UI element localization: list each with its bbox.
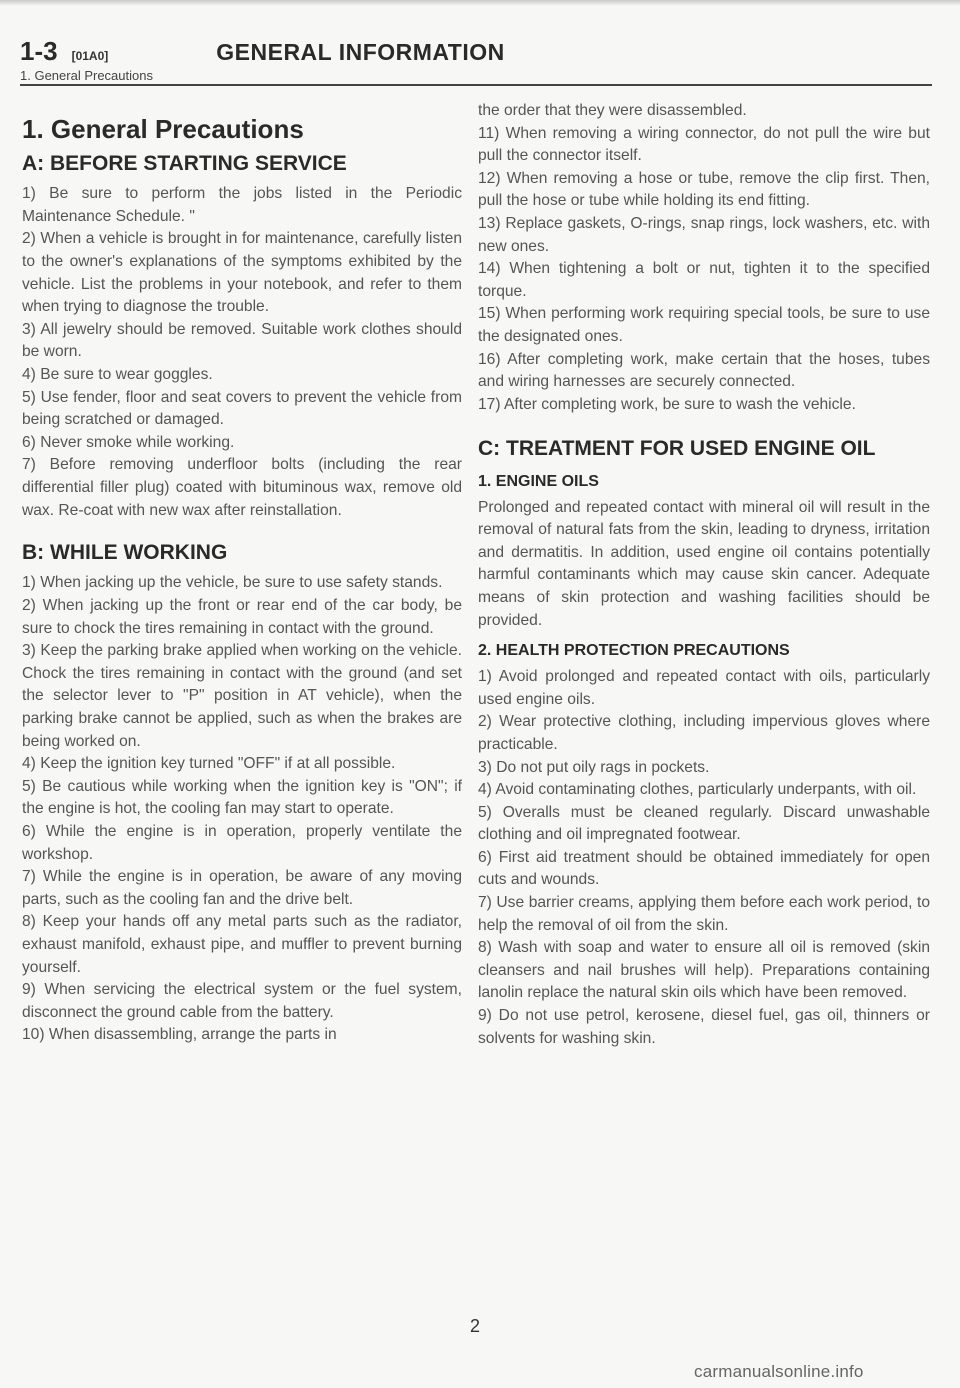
list-item: 9) Do not use petrol, kerosene, diesel fuel, gas oil, thinners or solvents for washing skin.	[478, 1007, 930, 1047]
list-item: 2) When a vehicle is brought in for maintenance, carefully listen to the owner's explanations of the symptoms exhibited by the vehicle. List the problems in your notebook, and refer to them when trying to diagnose the trouble.	[22, 230, 462, 316]
list-item: 8) Wash with soap and water to ensure all oil is removed (skin cleansers and nail brushes will help). Preparations containing lanolin replace the natural skin oils which have been removed.	[478, 939, 930, 1002]
list-item: 7) Use barrier creams, applying them before each work period, to help the removal of oil from the skin.	[478, 894, 930, 934]
section-title: 1. General Precautions	[22, 114, 304, 144]
continuation-text: the order that they were disassembled.	[478, 102, 747, 119]
list-item: 1) Be sure to perform the jobs listed in the Periodic Maintenance Schedule. "	[22, 185, 462, 225]
list-item: 10) When disassembling, arrange the parts in	[22, 1026, 337, 1044]
list-item: 8) Keep your hands off any metal parts such as the radiator, exhaust manifold, exhaust pipe, and muffler to prevent burning yourself.	[22, 913, 462, 976]
list-item: 1) Avoid prolonged and repeated contact with oils, particularly used engine oils.	[478, 668, 930, 708]
right-column	[478, 100, 930, 1050]
list-item: 2) When jacking up the front or rear end of the car body, be sure to chock the tires remaining in contact with the ground.	[22, 597, 462, 637]
list-item: 15) When performing work requiring special tools, be sure to use the designated ones.	[478, 305, 930, 345]
list-item: 4) Be sure to wear goggles.	[22, 366, 213, 383]
header-title: GENERAL INFORMATION	[216, 39, 505, 65]
list-item: 13) Replace gaskets, O-rings, snap rings, lock washers, etc. with new ones.	[478, 214, 930, 255]
list-item: 16) After completing work, make certain that the hoses, tubes and wiring harnesses are securely connected.	[478, 350, 930, 391]
list-item: 9) When servicing the electrical system or the fuel system, disconnect the ground cable from the battery.	[22, 981, 462, 1021]
list-item: 7) While the engine is in operation, be aware of any moving parts, such as the cooling fan and the drive belt.	[22, 868, 462, 908]
list-item: 3) Do not put oily rags in pockets.	[478, 758, 710, 776]
list-item: 17) After completing work, be sure to wash the vehicle.	[478, 395, 856, 413]
health-precautions-heading: 2. HEALTH PROTECTION PRECAUTIONS	[478, 642, 790, 660]
list-item: 6) Never smoke while working.	[22, 433, 235, 451]
header-row	[20, 36, 932, 67]
list-item: 5) Overalls must be cleaned regularly. Discard unwashable clothing and oil impregnated footwear.	[478, 803, 930, 844]
list-item: 14) When tightening a bolt or nut, tighten it to the specified torque.	[478, 260, 930, 300]
page-header	[20, 36, 932, 83]
engine-oils-text: Prolonged and repeated contact with mineral oil will result in the removal of natural fats from the skin, leading to dryness, irritation and dermatitis. In addition, used engine oil contains potentially harmful contaminants which may cause skin cancer. Adequate means of skin protection and washing facilities should be provided.	[478, 498, 930, 629]
page-number: 2	[470, 1316, 481, 1336]
list-item: 11) When removing a wiring connector, do not pull the wire but pull the connector itself.	[478, 124, 930, 165]
section-id: [01A0]	[71, 49, 109, 63]
health-precautions-list	[478, 666, 930, 1050]
list-item: 4) Avoid contaminating clothes, particularly underpants, with oil.	[478, 781, 917, 799]
header-rule	[20, 84, 932, 86]
engine-oils-heading: 1. ENGINE OILS	[478, 472, 599, 490]
subsection-b-heading: B: WHILE WORKING	[22, 541, 228, 565]
list-item: 4) Keep the ignition key turned "OFF" if at all possible.	[22, 755, 396, 773]
left-column	[22, 110, 462, 1047]
list-item: 3) Keep the parking brake applied when working on the vehicle. Chock the tires remaining in contact with the ground (and set the selector lever to "P" position in AT vehicle), when the parking brake cannot be applied, such as when the brakes are being worked on.	[22, 642, 462, 750]
list-item: 6) First aid treatment should be obtained immediately for open cuts and wounds.	[478, 848, 930, 889]
subsection-c-heading: C: TREATMENT FOR USED ENGINE OIL	[478, 437, 876, 461]
subsection-a-list	[22, 183, 462, 522]
section-code: 1-3	[20, 36, 58, 66]
list-item: 12) When removing a hose or tube, remove the clip first. Then, pull the hose or tube while holding its end fitting.	[478, 169, 930, 210]
subsection-b-list	[22, 572, 462, 1046]
list-item: 2) Wear protective clothing, including impervious gloves where practicable.	[478, 713, 930, 753]
list-item: 6) While the engine is in operation, properly ventilate the workshop.	[22, 822, 462, 863]
list-item: 7) Before removing underfloor bolts (including the rear differential filler plug) coated with bituminous wax, remove old wax. Re-coat with new wax after reinstallation.	[22, 456, 462, 519]
watermark-text: carmanualsonline.info	[694, 1362, 864, 1381]
list-item: 5) Use fender, floor and seat covers to prevent the vehicle from being scratched or damaged.	[22, 388, 462, 429]
header-subtitle: 1. General Precautions	[20, 68, 153, 83]
top-edge	[0, 0, 960, 6]
list-item: 3) All jewelry should be removed. Suitable work clothes should be worn.	[22, 320, 462, 361]
list-item: 1) When jacking up the vehicle, be sure to use safety stands.	[22, 574, 443, 592]
subsection-a-heading: A: BEFORE STARTING SERVICE	[22, 152, 347, 175]
list-item: 5) Be cautious while working when the ignition key is "ON"; if the engine is hot, the cooling fan may start to operate.	[22, 777, 462, 818]
